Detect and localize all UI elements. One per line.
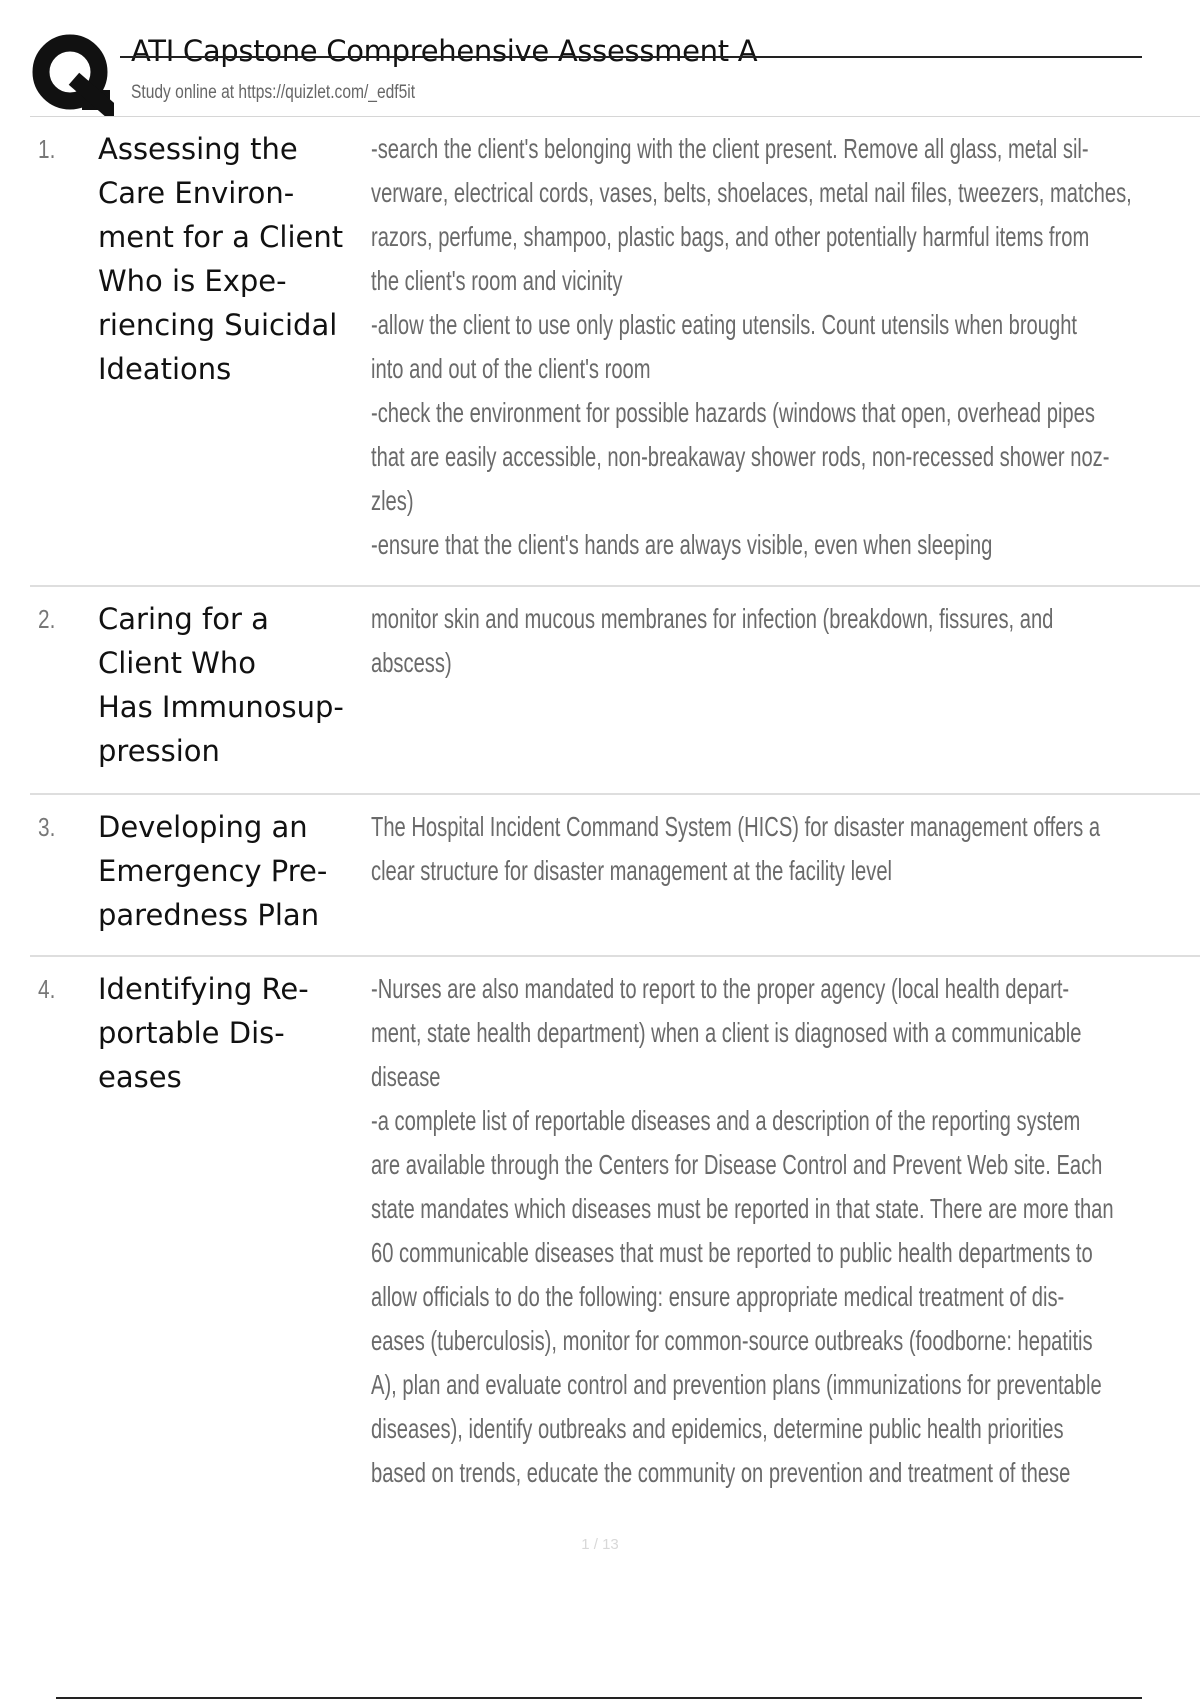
term-line: Care Environ-	[98, 176, 295, 210]
term-line: portable Dis-	[98, 1016, 285, 1050]
card-term	[98, 597, 371, 773]
definition-line: zles)	[371, 485, 414, 516]
term-line: paredness Plan	[98, 898, 320, 932]
term-line: Identifying Re-	[98, 972, 309, 1006]
definition-line: that are easily accessible, non-breakaway shower rods, non-recessed shower noz-	[371, 441, 1110, 472]
definition-line: based on trends, educate the community on prevention and treatment of these	[371, 1457, 1071, 1488]
definition-line: A), plan and evaluate control and prevention plans (immunizations for preventable	[371, 1369, 1102, 1400]
footer-divider	[56, 1697, 1142, 1699]
definition-line: abscess)	[371, 647, 452, 678]
flashcard-row	[30, 957, 1200, 1495]
flashcard-row	[30, 587, 1200, 795]
definition-line: 60 communicable diseases that must be reported to public health departments to	[371, 1237, 1093, 1268]
title-strike-rule	[120, 56, 1142, 58]
card-definition	[371, 805, 1171, 937]
card-number: 3.	[38, 812, 56, 842]
definition-line: allow officials to do the following: ensure appropriate medical treatment of dis-	[371, 1281, 1065, 1312]
definition-line: into and out of the client's room	[371, 353, 651, 384]
definition-line: ment, state health department) when a client is diagnosed with a communicable	[371, 1017, 1082, 1048]
card-term	[98, 805, 371, 937]
definition-line: verware, electrical cords, vases, belts, shoelaces, metal nail files, tweezers, matches,	[371, 177, 1132, 208]
definition-line: diseases), identify outbreaks and epidemics, determine public health priorities	[371, 1413, 1064, 1444]
card-number: 4.	[38, 974, 56, 1004]
card-definition	[371, 127, 1171, 567]
definition-line: monitor skin and mucous membranes for infection (breakdown, fissures, and	[371, 603, 1054, 634]
term-line: Client Who	[98, 646, 256, 680]
definition-line: -check the environment for possible hazards (windows that open, overhead pipes	[371, 397, 1095, 428]
card-number: 2.	[38, 604, 56, 634]
term-line: Emergency Pre-	[98, 854, 328, 888]
definition-line: the client's room and vicinity	[371, 265, 623, 296]
definition-line: -search the client's belonging with the client present. Remove all glass, metal sil-	[371, 133, 1089, 164]
definition-line: The Hospital Incident Command System (HICS) for disaster management offers a	[371, 811, 1101, 842]
definition-line: -a complete list of reportable diseases and a description of the reporting system	[371, 1105, 1081, 1136]
definition-line: disease	[371, 1061, 441, 1092]
card-number: 1.	[38, 134, 56, 164]
flashcard-list	[30, 117, 1200, 1495]
term-line: Caring for a	[98, 602, 269, 636]
document-title: ATI Capstone Comprehensive Assessment A	[131, 34, 758, 68]
term-line: ment for a Client	[98, 220, 344, 254]
term-line: Ideations	[98, 352, 232, 386]
term-line: Has Immunosup-	[98, 690, 344, 724]
card-definition	[371, 597, 1171, 773]
card-term	[98, 127, 371, 567]
term-line: Assessing the	[98, 132, 298, 166]
card-definition	[371, 967, 1171, 1495]
quizlet-q-logo-icon	[30, 32, 114, 116]
flashcard-row	[30, 795, 1200, 957]
term-line: Who is Expe-	[98, 264, 287, 298]
flashcard-row	[30, 117, 1200, 587]
term-line: riencing Suicidal	[98, 308, 338, 342]
term-line: pression	[98, 734, 220, 768]
study-online-link[interactable]: Study online at https://quizlet.com/_edf5it	[131, 82, 416, 103]
definition-line: clear structure for disaster management at the facility level	[371, 855, 893, 886]
term-line: eases	[98, 1060, 182, 1094]
card-term	[98, 967, 371, 1495]
definition-line: razors, perfume, shampoo, plastic bags, and other potentially harmful items from	[371, 221, 1090, 252]
definition-line: state mandates which diseases must be reported in that state. There are more than	[371, 1193, 1114, 1224]
page-number: 1 / 13	[581, 1536, 619, 1553]
definition-line: eases (tuberculosis), monitor for common-source outbreaks (foodborne: hepatitis	[371, 1325, 1093, 1356]
term-line: Developing an	[98, 810, 308, 844]
definition-line: -allow the client to use only plastic eating utensils. Count utensils when brought	[371, 309, 1078, 340]
definition-line: -ensure that the client's hands are always visible, even when sleeping	[371, 529, 993, 560]
definition-line: -Nurses are also mandated to report to the proper agency (local health depart-	[371, 973, 1070, 1004]
definition-line: are available through the Centers for Disease Control and Prevent Web site. Each	[371, 1149, 1103, 1180]
